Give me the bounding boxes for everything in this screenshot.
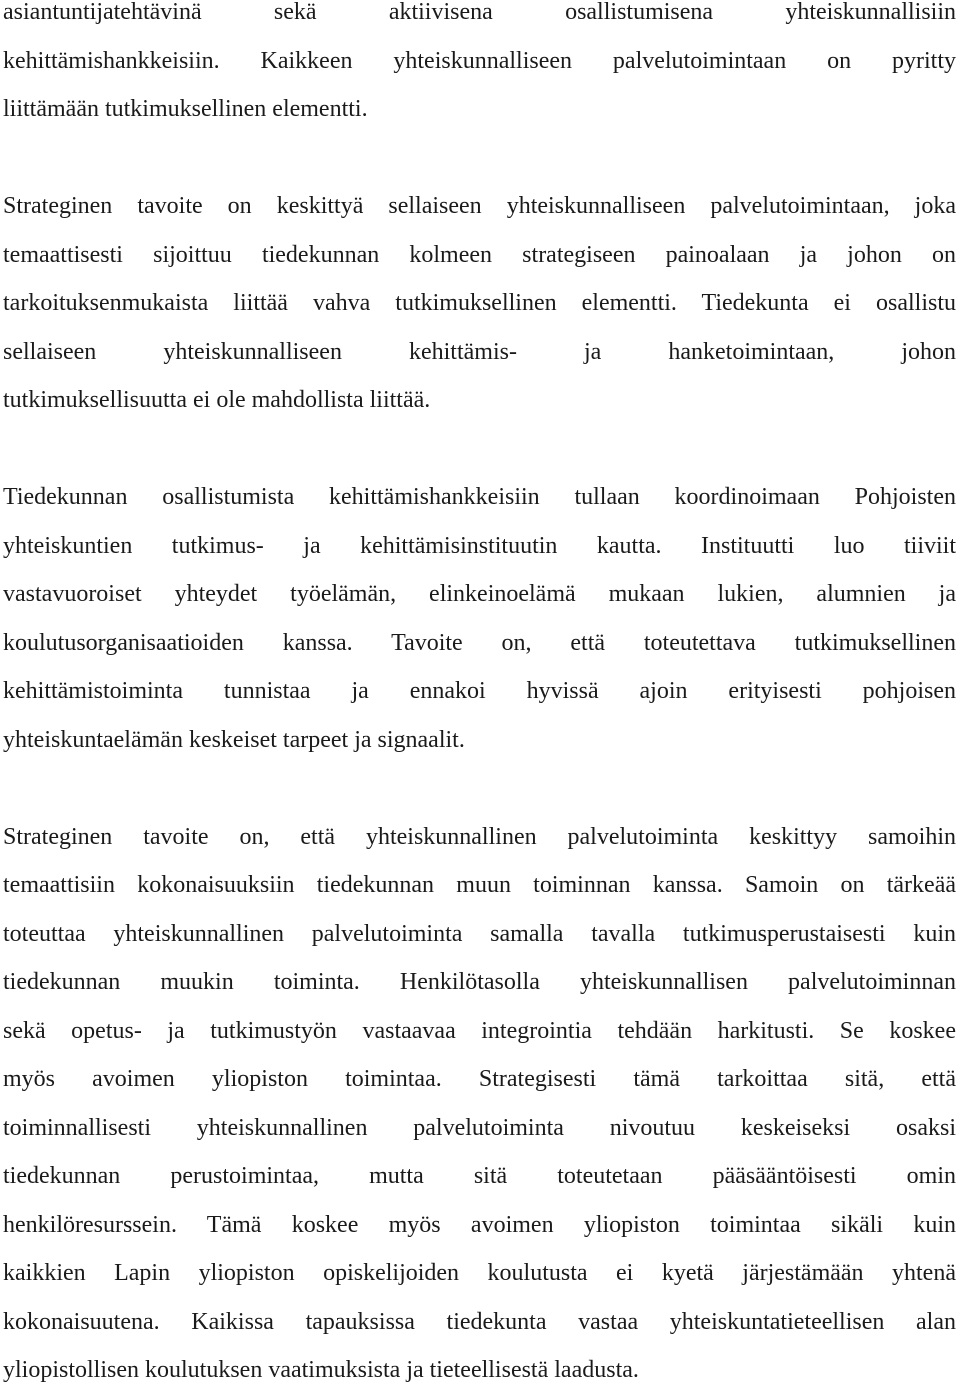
text-line: temaattisiin kokonaisuuksiin tiedekunnan muun toiminnan kanssa. Samoin on tärkeää xyxy=(3,872,956,898)
text-line: asiantuntijatehtävinä sekä aktiivisena osallistumisena yhteiskunnallisiin xyxy=(3,0,956,25)
text-line: vastavuoroiset yhteydet työelämän, elinkeinoelämä mukaan lukien, alumnien ja xyxy=(3,581,956,607)
text-line: tiedekunnan muukin toiminta. Henkilötasolla yhteiskunnallisen palvelutoiminnan xyxy=(3,969,956,995)
text-line: henkilöresurssein. Tämä koskee myös avoimen yliopiston toimintaa sikäli kuin xyxy=(3,1211,956,1238)
text-line: yhteiskuntien tutkimus- ja kehittämisinstituutin kautta. Instituutti luo tiiviit xyxy=(3,532,956,559)
text-line: sekä opetus- ja tutkimustyön vastaavaa integrointia tehdään harkitusti. Se koskee xyxy=(3,1017,956,1044)
text-line: sellaiseen yhteiskunnalliseen kehittämis- ja hanketoimintaan, johon xyxy=(3,338,956,365)
text-line: liittämään tutkimuksellinen elementti. xyxy=(3,96,368,122)
text-line: Tiedekunnan osallistumista kehittämishankkeisiin tullaan koordinoimaan Pohjoisten xyxy=(3,484,956,510)
text-line: tutkimuksellisuutta ei ole mahdollista liittää. xyxy=(3,387,431,413)
document-page xyxy=(3,0,956,1395)
text-line: kaikkien Lapin yliopiston opiskelijoiden koulutusta ei kyetä järjestämään yhtenä xyxy=(3,1260,956,1286)
paragraph-3 xyxy=(3,473,956,764)
text-line: tarkoituksenmukaista liittää vahva tutkimuksellinen elementti. Tiedekunta ei osallistu xyxy=(3,290,956,316)
text-line: Strateginen tavoite on, että yhteiskunnallinen palvelutoiminta keskittyy samoihin xyxy=(3,823,956,850)
text-line: temaattisesti sijoittuu tiedekunnan kolmeen strategiseen painoalaan ja johon on xyxy=(3,241,956,268)
text-line: myös avoimen yliopiston toimintaa. Strategisesti tämä tarkoittaa sitä, että xyxy=(3,1066,956,1092)
text-line: tiedekunnan perustoimintaa, mutta sitä toteutetaan pääsääntöisesti omin xyxy=(3,1163,956,1189)
text-line: yliopistollisen koulutuksen vaatimuksista ja tieteellisestä laadusta. xyxy=(3,1357,639,1383)
text-line: kehittämishankkeisiin. Kaikkeen yhteiskunnalliseen palvelutoimintaan on pyritty xyxy=(3,47,956,74)
text-line: koulutusorganisaatioiden kanssa. Tavoite on, että toteutettava tutkimuksellinen xyxy=(3,629,956,656)
paragraph-1 xyxy=(3,0,956,134)
text-line: kehittämistoiminta tunnistaa ja ennakoi hyvissä ajoin erityisesti pohjoisen xyxy=(3,678,956,704)
paragraph-2 xyxy=(3,182,956,425)
text-line: kokonaisuutena. Kaikissa tapauksissa tiedekunta vastaa yhteiskuntatieteellisen alan xyxy=(3,1308,956,1335)
text-line: yhteiskuntaelämän keskeiset tarpeet ja signaalit. xyxy=(3,726,465,753)
text-line: Strateginen tavoite on keskittyä sellaiseen yhteiskunnalliseen palvelutoimintaan, joka xyxy=(3,193,956,219)
text-line: toteuttaa yhteiskunnallinen palvelutoiminta samalla tavalla tutkimusperustaisesti kuin xyxy=(3,920,956,947)
text-line: toiminnallisesti yhteiskunnallinen palvelutoiminta nivoutuu keskeiseksi osaksi xyxy=(3,1114,956,1141)
paragraph-4 xyxy=(3,813,956,1395)
